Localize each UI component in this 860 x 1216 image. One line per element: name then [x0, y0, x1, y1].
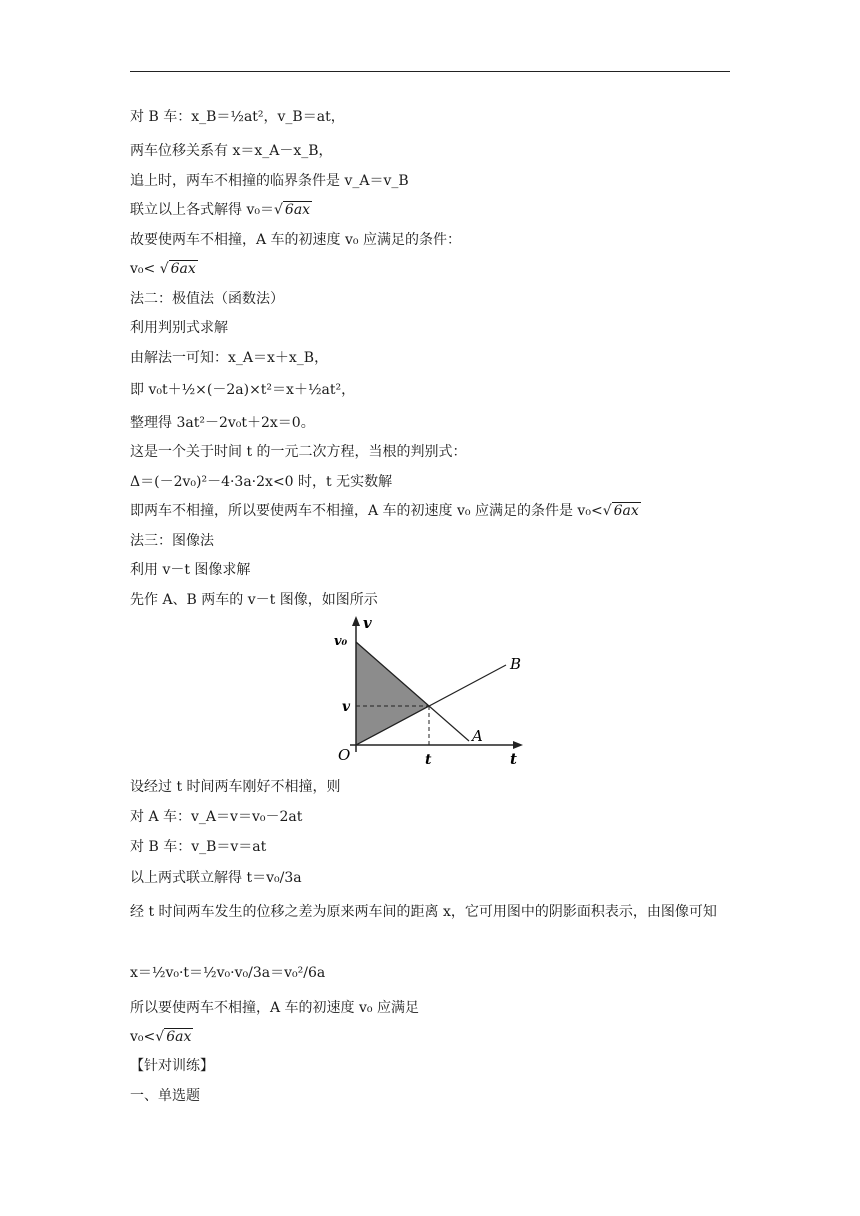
x-axis-label: t — [510, 750, 517, 768]
y-axis-label: v — [363, 614, 372, 632]
vt-graph-figure — [326, 612, 536, 772]
text-line: 即 v₀t＋½×(－2a)×t²＝x＋½at²， — [130, 382, 356, 398]
t-label: t — [425, 752, 432, 768]
text-paragraph: 经 t 时间两车发生的位移之差为原来两车间的距离 x，它可用图中的阴影面积表示，由图像可知 — [130, 904, 717, 920]
x-axis-arrow-icon — [513, 741, 523, 749]
origin-label: O — [338, 746, 351, 764]
text-line: 对 B 车：v_B＝v＝at — [130, 839, 267, 855]
sqrt-sign: √ — [602, 503, 612, 519]
v0-label: v₀ — [334, 634, 348, 649]
sqrt-sign: √ — [155, 1029, 165, 1045]
text-line — [130, 501, 641, 521]
sqrt-sign: √ — [159, 261, 169, 277]
text-line: 对 A 车：v_A＝v＝v₀－2at — [130, 809, 303, 825]
text-line: 法二：极值法（函数法） — [130, 291, 284, 307]
text-span: 联立以上各式解得 v₀＝ — [130, 202, 274, 218]
header-rule — [130, 71, 730, 72]
text-line: 所以要使两车不相撞，A 车的初速度 v₀ 应满足 — [130, 1000, 419, 1016]
y-axis-arrow-icon — [352, 616, 360, 626]
text-line: 故要使两车不相撞，A 车的初速度 v₀ 应满足的条件： — [130, 232, 461, 248]
radicand: 6ax — [166, 1029, 192, 1045]
sqrt-sign: √ — [273, 202, 283, 218]
text-line: 对 B 车：x_B＝½at²，v_B＝at， — [130, 109, 345, 125]
text-line — [130, 200, 312, 220]
radicand: 6ax — [170, 261, 196, 277]
text-line: 整理得 3at²－2v₀t＋2x＝0。 — [130, 415, 315, 431]
text-line: 由解法一可知：x_A＝x＋x_B， — [130, 350, 329, 366]
text-line: 追上时，两车不相撞的临界条件是 v_A＝v_B — [130, 173, 409, 189]
text-line: 先作 A、B 两车的 v－t 图像，如图所示 — [130, 592, 378, 608]
text-line: 利用 v－t 图像求解 — [130, 562, 251, 578]
text-line: 利用判别式求解 — [130, 320, 228, 336]
text-span: v₀< — [130, 261, 160, 277]
text-line: 以上两式联立解得 t＝v₀/3a — [130, 870, 302, 886]
text-line: 设经过 t 时间两车刚好不相撞，则 — [130, 779, 341, 795]
shaded-area — [356, 642, 429, 745]
text-line — [130, 259, 198, 279]
text-line: 一、单选题 — [130, 1088, 200, 1104]
text-line: 两车位移关系有 x＝x_A－x_B， — [130, 143, 333, 159]
text-line: 【针对训练】 — [130, 1058, 214, 1074]
text-span: 即两车不相撞，所以要使两车不相撞，A 车的初速度 v₀ 应满足的条件是 v₀< — [130, 503, 603, 519]
text-line: x＝½v₀·t＝½v₀·v₀/3a＝v₀²/6a — [130, 965, 326, 981]
text-line: Δ＝(－2v₀)²－4·3a·2x<0 时，t 无实数解 — [130, 474, 393, 490]
line-a-label: A — [472, 727, 483, 745]
v-label: v — [342, 699, 351, 715]
radicand: 6ax — [284, 202, 311, 218]
text-line: 法三：图像法 — [130, 533, 214, 549]
line-b-label: B — [510, 655, 522, 673]
radicand: 6ax — [613, 503, 639, 519]
text-line — [130, 1027, 193, 1047]
text-line: 这是一个关于时间 t 的一元二次方程，当根的判别式： — [130, 444, 467, 460]
text-span: v₀< — [130, 1029, 156, 1045]
